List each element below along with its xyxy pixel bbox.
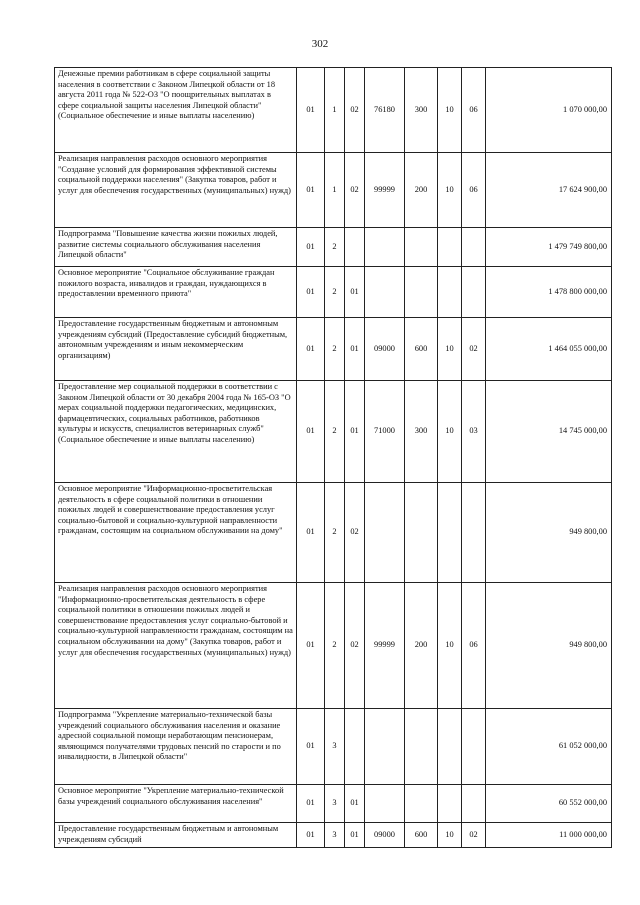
row-name: Основное мероприятие "Укрепление материально-технической базы учреждений социального обслуживания населения" bbox=[55, 785, 297, 823]
cell-section bbox=[438, 709, 462, 785]
cell-amount: 949 800,00 bbox=[486, 583, 612, 709]
cell-event: 01 bbox=[345, 381, 365, 483]
cell-program: 01 bbox=[297, 267, 325, 318]
row-name: Основное мероприятие "Информационно-просветительская деятельность в сфере социальной политики в отношении пожилых людей и совершенствование предоставления услуг социально-бытовой и социально-культурной направленности гражданам, состоящим на социальном обслуживании на дому" bbox=[55, 483, 297, 583]
cell-program: 01 bbox=[297, 153, 325, 228]
cell-section bbox=[438, 483, 462, 583]
cell-section bbox=[438, 785, 462, 823]
cell-event: 02 bbox=[345, 583, 365, 709]
cell-direction bbox=[365, 267, 405, 318]
table-row bbox=[55, 267, 612, 318]
cell-subsection bbox=[462, 709, 486, 785]
cell-direction: 99999 bbox=[365, 153, 405, 228]
cell-event bbox=[345, 709, 365, 785]
cell-subprogram: 3 bbox=[325, 823, 345, 848]
cell-amount: 1 464 055 000,00 bbox=[486, 318, 612, 381]
cell-subsection bbox=[462, 228, 486, 267]
cell-program: 01 bbox=[297, 228, 325, 267]
table-row bbox=[55, 381, 612, 483]
cell-expense-type bbox=[405, 483, 438, 583]
cell-direction: 76180 bbox=[365, 68, 405, 153]
cell-subprogram: 2 bbox=[325, 583, 345, 709]
cell-program: 01 bbox=[297, 68, 325, 153]
cell-subsection bbox=[462, 483, 486, 583]
cell-event: 02 bbox=[345, 68, 365, 153]
cell-direction bbox=[365, 483, 405, 583]
cell-subsection: 06 bbox=[462, 153, 486, 228]
cell-program: 01 bbox=[297, 318, 325, 381]
cell-amount: 1 070 000,00 bbox=[486, 68, 612, 153]
cell-expense-type bbox=[405, 267, 438, 318]
cell-expense-type: 600 bbox=[405, 318, 438, 381]
cell-subprogram: 2 bbox=[325, 267, 345, 318]
cell-subprogram: 2 bbox=[325, 318, 345, 381]
cell-expense-type bbox=[405, 228, 438, 267]
cell-event: 02 bbox=[345, 153, 365, 228]
cell-amount: 61 052 000,00 bbox=[486, 709, 612, 785]
cell-amount: 1 478 800 000,00 bbox=[486, 267, 612, 318]
table-row bbox=[55, 785, 612, 823]
cell-section bbox=[438, 228, 462, 267]
cell-section: 10 bbox=[438, 153, 462, 228]
row-name: Предоставление мер социальной поддержки в соответствии с Законом Липецкой области от 30 декабря 2004 года № 165-ОЗ "О мерах социальной поддержки педагогических, медицинских, фармацевтических, социальных работников, работников культуры и искусств, специалистов ветеринарных служб" (Социальное обеспечение и иные выплаты населению) bbox=[55, 381, 297, 483]
cell-expense-type bbox=[405, 709, 438, 785]
table-row bbox=[55, 709, 612, 785]
cell-program: 01 bbox=[297, 583, 325, 709]
cell-amount: 17 624 900,00 bbox=[486, 153, 612, 228]
page-number: 302 bbox=[311, 38, 329, 50]
cell-subsection bbox=[462, 785, 486, 823]
cell-event: 01 bbox=[345, 318, 365, 381]
cell-event: 01 bbox=[345, 267, 365, 318]
cell-subprogram: 2 bbox=[325, 228, 345, 267]
row-name: Основное мероприятие "Социальное обслуживание граждан пожилого возраста, инвалидов и граждан, нуждающихся в предоставлении временного приюта" bbox=[55, 267, 297, 318]
cell-section: 10 bbox=[438, 381, 462, 483]
row-name: Подпрограмма "Повышение качества жизни пожилых людей, развитие системы социального обслуживания населения Липецкой области" bbox=[55, 228, 297, 267]
table-row bbox=[55, 68, 612, 153]
cell-expense-type bbox=[405, 785, 438, 823]
cell-expense-type: 300 bbox=[405, 68, 438, 153]
cell-program: 01 bbox=[297, 823, 325, 848]
cell-amount: 1 479 749 800,00 bbox=[486, 228, 612, 267]
cell-section bbox=[438, 267, 462, 318]
cell-subprogram: 1 bbox=[325, 153, 345, 228]
cell-direction: 09000 bbox=[365, 318, 405, 381]
cell-direction bbox=[365, 785, 405, 823]
cell-program: 01 bbox=[297, 785, 325, 823]
cell-subsection: 06 bbox=[462, 68, 486, 153]
cell-event bbox=[345, 228, 365, 267]
cell-program: 01 bbox=[297, 381, 325, 483]
cell-direction bbox=[365, 228, 405, 267]
table-row bbox=[55, 228, 612, 267]
budget-table bbox=[54, 67, 612, 848]
cell-expense-type: 600 bbox=[405, 823, 438, 848]
cell-subprogram: 3 bbox=[325, 785, 345, 823]
cell-direction bbox=[365, 709, 405, 785]
cell-program: 01 bbox=[297, 709, 325, 785]
cell-expense-type: 300 bbox=[405, 381, 438, 483]
cell-event: 02 bbox=[345, 483, 365, 583]
cell-section: 10 bbox=[438, 823, 462, 848]
cell-amount: 11 000 000,00 bbox=[486, 823, 612, 848]
cell-subsection: 02 bbox=[462, 823, 486, 848]
cell-event: 01 bbox=[345, 823, 365, 848]
cell-subsection: 03 bbox=[462, 381, 486, 483]
row-name: Предоставление государственным бюджетным и автономным учреждениям субсидий (Предоставление субсидий бюджетным, автономным учреждениям и иным некоммерческим организациям) bbox=[55, 318, 297, 381]
cell-amount: 949 800,00 bbox=[486, 483, 612, 583]
cell-section: 10 bbox=[438, 318, 462, 381]
row-name: Реализация направления расходов основного мероприятия "Информационно-просветительская деятельность в сфере социальной политики в отношении пожилых людей и совершенствование предоставления услуг социально-бытовой и социально-культурной направленности гражданам, состоящим на социальном обслуживании на дому" (Закупка товаров, работ и услуг для обеспечения государственных (муниципальных) нужд) bbox=[55, 583, 297, 709]
cell-amount: 60 552 000,00 bbox=[486, 785, 612, 823]
cell-direction: 71000 bbox=[365, 381, 405, 483]
row-name: Предоставление государственным бюджетным и автономным учреждениям субсидий bbox=[55, 823, 297, 848]
cell-program: 01 bbox=[297, 483, 325, 583]
table-row bbox=[55, 483, 612, 583]
cell-event: 01 bbox=[345, 785, 365, 823]
cell-section: 10 bbox=[438, 68, 462, 153]
table-row bbox=[55, 823, 612, 848]
cell-subprogram: 2 bbox=[325, 483, 345, 583]
cell-amount: 14 745 000,00 bbox=[486, 381, 612, 483]
cell-subprogram: 2 bbox=[325, 381, 345, 483]
cell-section: 10 bbox=[438, 583, 462, 709]
table-row bbox=[55, 318, 612, 381]
cell-expense-type: 200 bbox=[405, 583, 438, 709]
cell-direction: 99999 bbox=[365, 583, 405, 709]
row-name: Денежные премии работникам в сфере социальной защиты населения в соответствии с Законом Липецкой области от 18 августа 2011 года № 522-ОЗ "О поощрительных выплатах в сфере социальной защиты населения Липецкой области" (Социальное обеспечение и иные выплаты населению) bbox=[55, 68, 297, 153]
cell-subsection bbox=[462, 267, 486, 318]
cell-expense-type: 200 bbox=[405, 153, 438, 228]
row-name: Подпрограмма "Укрепление материально-технической базы учреждений социального обслуживания населения и оказание адресной социальной помощи неработающим пенсионерам, являющимся получателями трудовых пенсий по старости и по инвалидности, в Липецкой области" bbox=[55, 709, 297, 785]
cell-direction: 09000 bbox=[365, 823, 405, 848]
cell-subsection: 06 bbox=[462, 583, 486, 709]
table-row bbox=[55, 153, 612, 228]
table-row bbox=[55, 583, 612, 709]
cell-subprogram: 3 bbox=[325, 709, 345, 785]
row-name: Реализация направления расходов основного мероприятия "Создание условий для формирования эффективной системы социальной поддержки населения" (Закупка товаров, работ и услуг для обеспечения государственных (муниципальных) нужд) bbox=[55, 153, 297, 228]
cell-subprogram: 1 bbox=[325, 68, 345, 153]
cell-subsection: 02 bbox=[462, 318, 486, 381]
